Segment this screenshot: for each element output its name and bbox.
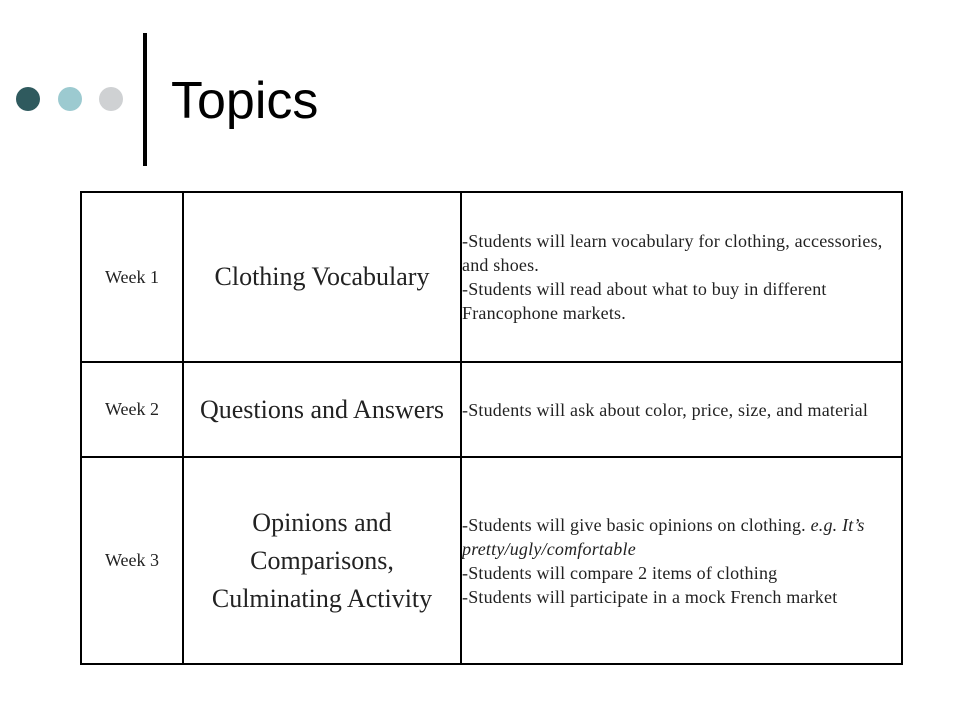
topic-cell: Questions and Answers <box>183 362 461 457</box>
description-line: -Students will learn vocabulary for clothing, accessories, and shoes. <box>462 231 883 275</box>
description-line: -Students will compare 2 items of clothing <box>462 562 778 583</box>
description-cell <box>461 362 902 457</box>
description-line: -Students will ask about color, price, size, and material <box>462 399 869 420</box>
decor-dot-teal <box>58 87 82 111</box>
slide-title: Topics <box>171 72 319 130</box>
topic-cell: Clothing Vocabulary <box>183 192 461 362</box>
title-divider <box>143 33 147 166</box>
description-line: -Students will participate in a mock French market <box>462 586 838 607</box>
description-line: -Students will read about what to buy in different Francophone markets. <box>462 279 827 323</box>
decor-dot-gray <box>99 87 123 111</box>
table-row <box>81 362 902 457</box>
description-cell <box>461 457 902 664</box>
topic-cell: Opinions and Comparisons, Culminating Activity <box>183 457 461 664</box>
description-line <box>462 513 901 561</box>
decor-dot-dark <box>16 87 40 111</box>
week-cell: Week 3 <box>81 457 183 664</box>
week-cell: Week 1 <box>81 192 183 362</box>
table-row <box>81 457 902 664</box>
description-cell <box>461 192 902 362</box>
week-cell: Week 2 <box>81 362 183 457</box>
table-row <box>81 192 902 362</box>
topics-table <box>80 191 903 665</box>
description-text: -Students will give basic opinions on clothing. <box>462 514 811 535</box>
example-italic-text: e.g. It’s pretty/ugly/comfortable <box>462 514 865 559</box>
